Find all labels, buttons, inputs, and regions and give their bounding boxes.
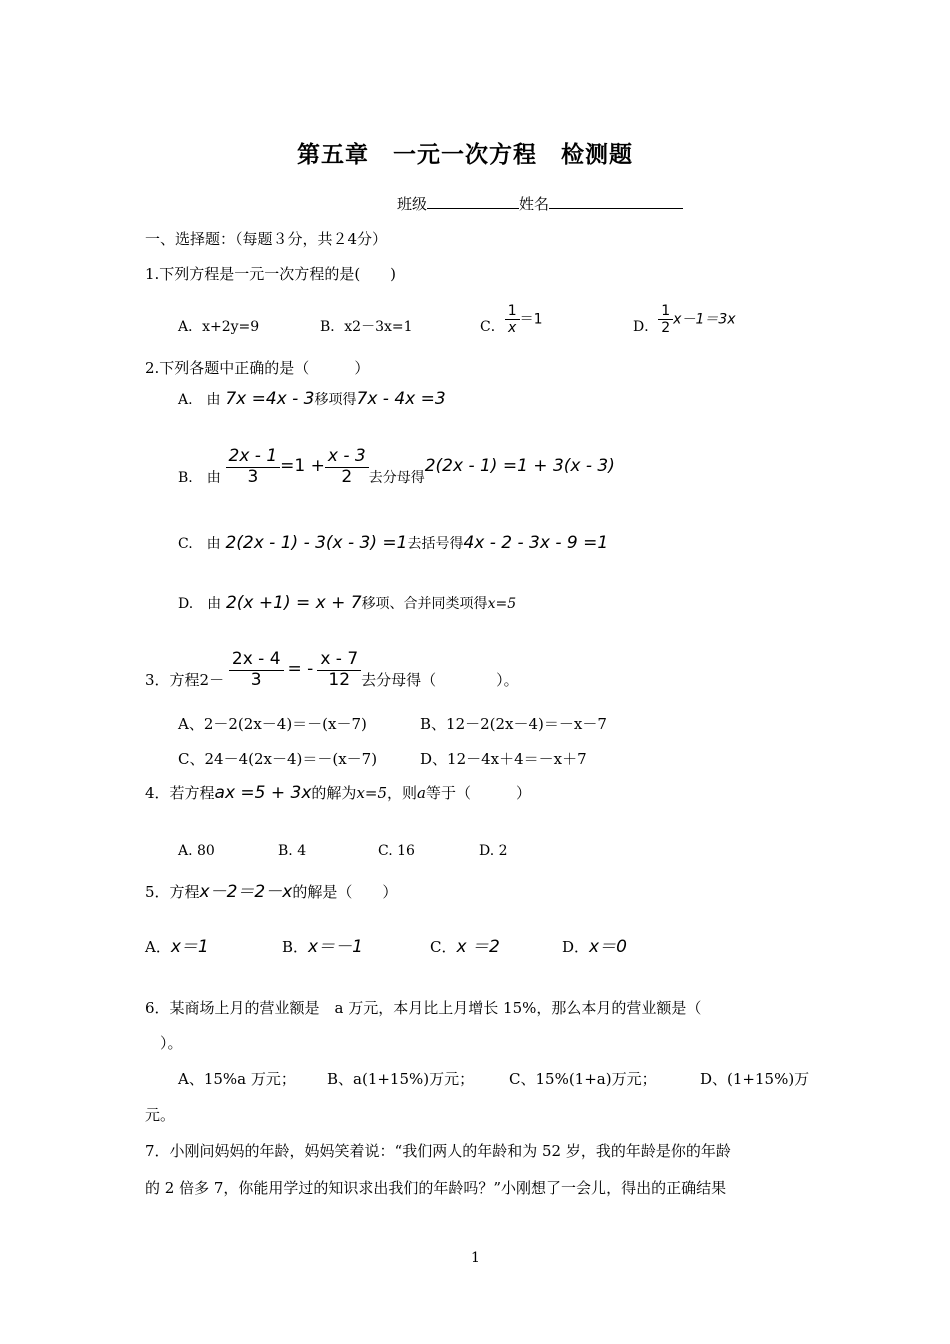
name-blank[interactable] xyxy=(549,194,683,209)
q1-c-denominator: x xyxy=(508,319,517,336)
q1-d-denominator: 2 xyxy=(661,319,671,336)
q3-eq: = - xyxy=(287,659,314,680)
q2-option-b xyxy=(178,447,615,487)
q4-option-a: A. 80 xyxy=(178,843,215,859)
name-label: 姓名 xyxy=(519,195,550,213)
q5-a-math: x＝1 xyxy=(170,937,209,957)
q1-d-rest: x－1＝3x xyxy=(673,311,736,328)
question-7-line-1: 7．小刚问妈妈的年龄，妈妈笑着说：“我们两人的年龄和为 52 岁，我的年龄是你的年龄 xyxy=(145,1142,731,1160)
q2-c-math1: 2(2x - 1) - 3(x - 3) =1 xyxy=(225,533,408,553)
q5-d-math: x＝0 xyxy=(589,937,627,957)
q6-option-d: D、(1+15%)万 xyxy=(700,1070,810,1088)
q2-b-f1-den: 3 xyxy=(247,466,259,487)
q4-option-d: D. 2 xyxy=(479,843,508,859)
question-4-stem xyxy=(145,782,531,803)
q5-option-a xyxy=(145,932,209,957)
q5-option-d xyxy=(562,932,627,957)
q5-b-math: x＝－1 xyxy=(308,937,363,957)
q5-a-label: A． xyxy=(145,938,171,956)
q2-d-label: D. 由 xyxy=(178,596,222,612)
question-6-line-1: 6．某商场上月的营业额是 a 万元，本月比上月增长 15%，那么本月的营业额是（ xyxy=(145,999,702,1017)
q1-c-fraction xyxy=(505,303,520,336)
q5-option-b xyxy=(282,932,363,957)
q3-f2-num: x - 7 xyxy=(317,650,361,671)
q3-fraction-2 xyxy=(317,650,361,690)
q2-b-f2-den: 2 xyxy=(341,466,353,487)
q3-option-d: D、12－4x＋4＝－x＋7 xyxy=(420,750,587,768)
q2-a-math2: 7x - 4x =3 xyxy=(356,389,446,409)
q5-prefix: 5．方程 xyxy=(145,883,200,901)
q1-option-b: B．x2－3x=1 xyxy=(320,319,413,335)
q5-equation: x－2＝2－x xyxy=(199,882,293,902)
q3-option-b: B、12－2(2x－4)＝－x－7 xyxy=(420,715,607,733)
q6-tail: 元。 xyxy=(145,1106,176,1124)
question-3-stem xyxy=(145,650,519,690)
q1-d-fraction xyxy=(658,303,673,336)
q4-variable: a xyxy=(417,784,426,802)
q1-option-d xyxy=(633,297,736,336)
q2-a-math1: 7x =4x - 3 xyxy=(225,389,315,409)
q1-c-rest: ＝1 xyxy=(519,311,543,328)
q4-option-c: C. 16 xyxy=(378,843,415,859)
section-heading: 一、选择题：（每题３分，共２4分） xyxy=(145,230,388,248)
q3-prefix: 3．方程2－ xyxy=(145,671,225,690)
q1-d-numerator: 1 xyxy=(658,303,673,320)
q2-c-mid: 去括号得 xyxy=(407,536,464,552)
q1-option-c xyxy=(480,297,543,336)
q2-c-math2: 4x - 2 - 3x - 9 =1 xyxy=(463,533,609,553)
q2-d-mid: 移项、合并同类项得 xyxy=(361,596,488,612)
q3-suffix: 去分母得（ ）。 xyxy=(361,671,519,690)
q3-option-c: C、24－4(2x－4)＝－(x－7) xyxy=(178,750,378,768)
q1-option-d-label: D． xyxy=(633,319,659,335)
q1-c-numerator: 1 xyxy=(505,303,520,320)
page-title: 第五章 一元一次方程 检测题 xyxy=(297,141,633,168)
q3-f1-den: 3 xyxy=(250,669,262,690)
q6-option-b: B、a(1+15%)万元； xyxy=(327,1070,475,1088)
q5-b-label: B． xyxy=(282,938,309,956)
q2-b-f2-num: x - 3 xyxy=(325,447,369,468)
q5-option-c xyxy=(430,932,500,957)
q3-option-a: A、2－2(2x－4)＝－(x－7) xyxy=(178,715,367,733)
q2-b-label: B. 由 xyxy=(178,470,221,487)
q5-c-math: x ＝2 xyxy=(456,937,500,957)
q2-c-label: C. 由 xyxy=(178,536,221,552)
q2-b-math2: 2(2x - 1) =1 + 3(x - 3) xyxy=(424,456,615,477)
class-blank[interactable] xyxy=(427,194,519,209)
q5-suffix: 的解是（ ） xyxy=(292,883,398,901)
question-5-stem xyxy=(145,877,397,902)
q4-equation: ax =5 + 3x xyxy=(214,783,312,803)
q1-option-a: A．x+2y=9 xyxy=(178,319,260,335)
q2-b-fraction-2 xyxy=(325,447,369,487)
question-7-line-2: 的 2 倍多 7，你能用学过的知识求出我们的年龄吗？”小刚想了一会儿，得出的正确结果 xyxy=(145,1179,727,1197)
q4-mid: 的解为 xyxy=(311,784,357,802)
q2-option-a xyxy=(178,389,446,409)
q2-d-math1: 2(x +1) = x + 7 xyxy=(225,593,362,613)
question-1-stem: 1.下列方程是一元一次方程的是( ) xyxy=(145,265,397,283)
q3-fraction-1 xyxy=(229,650,284,690)
q2-option-c xyxy=(178,533,608,553)
q2-b-f1-num: 2x - 1 xyxy=(226,447,281,468)
q4-mid2: ，则 xyxy=(387,784,418,802)
q4-option-b: B. 4 xyxy=(278,843,307,859)
q2-d-result: x=5 xyxy=(487,596,517,612)
q4-suffix: 等于（ ） xyxy=(425,784,531,802)
q2-b-plus: =1 + xyxy=(280,456,325,477)
q5-c-label: C． xyxy=(430,938,457,956)
q1-option-c-label: C． xyxy=(480,319,505,335)
q2-option-d xyxy=(178,593,516,613)
q2-a-label: A. 由 xyxy=(178,392,221,408)
q2-b-mid: 去分母得 xyxy=(368,470,425,487)
q5-d-label: D． xyxy=(562,938,590,956)
class-name-line xyxy=(397,193,683,214)
q4-value: x=5 xyxy=(356,784,388,802)
q2-a-mid: 移项得 xyxy=(314,392,357,408)
question-6-line-2: ）。 xyxy=(145,1034,183,1052)
class-label: 班级 xyxy=(397,195,428,213)
q3-f1-num: 2x - 4 xyxy=(229,650,284,671)
q2-b-fraction-1 xyxy=(226,447,281,487)
question-2-stem: 2.下列各题中正确的是（ ） xyxy=(145,359,370,377)
q3-f2-den: 12 xyxy=(328,669,351,690)
page-number: 1 xyxy=(471,1250,480,1266)
q6-option-c: C、15%(1+a)万元； xyxy=(509,1070,657,1088)
q4-prefix: 4．若方程 xyxy=(145,784,215,802)
q6-option-a: A、15%a 万元； xyxy=(178,1070,296,1088)
